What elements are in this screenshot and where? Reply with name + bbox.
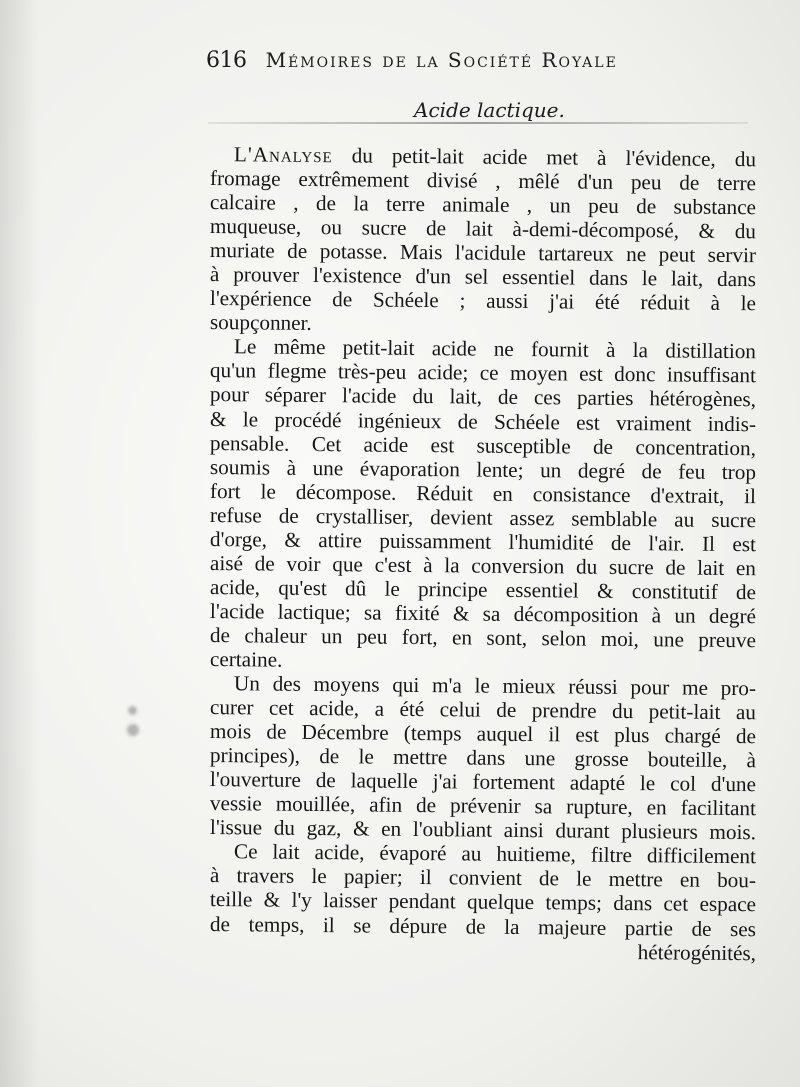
text-line: aisé de voir que c'est à la conversion du sucre de lait en	[209, 550, 757, 581]
text-line: l'issue du gaz, & en l'oubliant ainsi durant plusieurs mois.	[209, 815, 757, 845]
text-line: refuse de crystalliser, devient assez semblable au sucre	[209, 502, 757, 532]
text-line: calcaire , de la terre animale , un peu de substance	[209, 190, 757, 220]
text-line: pensable. Cet acide est susceptible de concentration,	[209, 430, 757, 460]
text-line: acide, qu'est dû le principe essentiel & constitutif de	[209, 574, 757, 605]
text-line: vessie mouillée, afin de prévenir sa rupture, en facilitant	[209, 791, 757, 821]
ink-smudge	[128, 706, 137, 715]
text-line: à prouver l'existence d'un sel essentiel dans le lait, dans	[209, 262, 757, 292]
paragraph-lead: L'Analyse	[233, 142, 333, 168]
page-gutter-shadow	[0, 0, 40, 1087]
text-line: curer cet acide, a été celui de prendre du petit-lait au	[209, 695, 757, 725]
text-line: l'expérience de Schéele ; aussi j'ai été réduit à le	[209, 286, 757, 316]
text-line: fromage extrêmement divisé , mêlé d'un peu de terre	[209, 166, 757, 196]
text-line: de chaleur un peu fort, en sont, selon moi, une preuve	[209, 622, 757, 653]
text-line: muqueuse, ou sucre de lait à-demi-décomposé, & du	[209, 214, 757, 244]
text-line: soupçonner.	[209, 310, 312, 336]
text-line: fort le décompose. Réduit en consistance d'extrait, il	[209, 478, 757, 508]
text-line: certaine.	[209, 646, 283, 672]
body-text	[209, 142, 757, 965]
text-line: l'ouverture de laquelle j'ai fortement adapté le col d'une	[209, 767, 757, 797]
section-title: Acide lactique.	[414, 98, 565, 122]
text-line: muriate de potasse. Mais l'acidule tartareux ne peut servir	[209, 238, 757, 268]
text-line: qu'un flegme très-peu acide; ce moyen est donc insuffisant	[209, 358, 757, 388]
text-line: & le procédé ingénieux de Schéele est vraiment indis-	[209, 406, 757, 436]
text-line: Un des moyens qui m'a le mieux réussi pour me pro-	[233, 671, 757, 701]
text-line: d'orge, & attire puissamment l'humidité de l'air. Il est	[209, 526, 757, 556]
text-line: de temps, il se dépure de la majeure partie de ses	[209, 911, 757, 941]
text-line: principes), de le mettre dans une grosse bouteille, à	[209, 743, 757, 773]
text-line: hétérogénités,	[637, 939, 757, 965]
page-number: 616	[206, 48, 247, 73]
text-line: Le même petit-lait acide ne fournit à la distillation	[233, 334, 757, 364]
running-head: Mémoires de la Société Royale	[265, 48, 618, 72]
text-line: l'acide lactique; sa fixité & sa décomposition à un degré	[209, 598, 757, 629]
text-line: Ce lait acide, évaporé au huitieme, filtre difficilement	[233, 839, 757, 869]
text-line: soumis à une évaporation lente; un degré de feu trop	[209, 454, 757, 484]
text-line: mois de Décembre (temps auquel il est plus chargé de	[209, 719, 757, 749]
text-line: à travers le papier; il convient de le mettre en bou-	[209, 863, 757, 893]
ink-smudge	[127, 724, 139, 736]
text-line: L'Analyse du petit-lait acide met à l'évidence, du	[233, 142, 757, 172]
title-rule	[208, 122, 748, 124]
page-header	[206, 48, 706, 73]
text-line: teille & l'y laisser pendant quelque temps; dans cet espace	[209, 887, 757, 917]
text-line: pour séparer l'acide du lait, de ces parties hétérogènes,	[209, 382, 757, 412]
